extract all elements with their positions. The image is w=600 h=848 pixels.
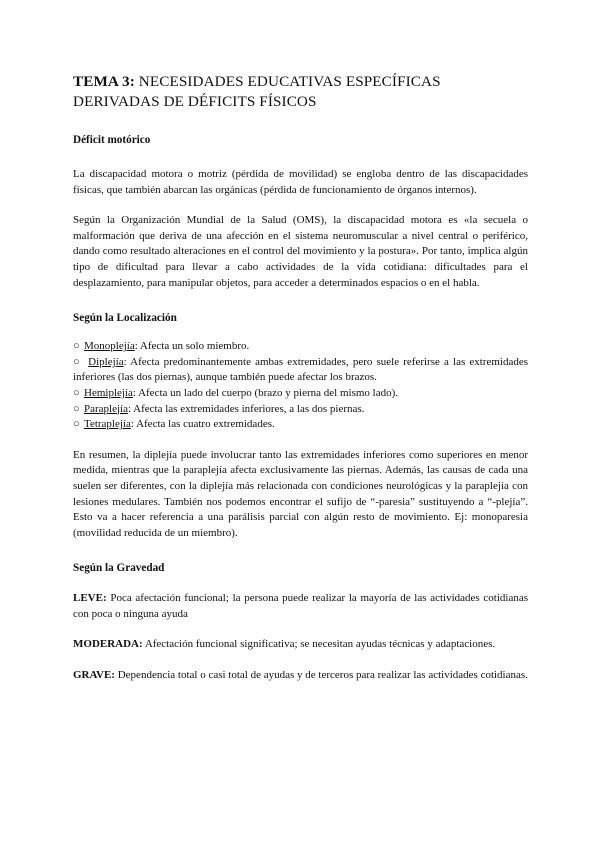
page-title [73,72,528,112]
list-item [73,386,528,402]
localization-heading: Según la Localización [73,312,177,325]
severity-term: GRAVE: [73,669,115,682]
bullet-icon: ○ [73,418,80,431]
list-term: Paraplejía [84,402,128,415]
title-prefix: TEMA 3: [73,73,135,90]
title-text: NECESIDADES EDUCATIVAS ESPECÍFICAS [134,73,441,90]
severity-desc: Poca afectación funcional; la persona puede realizar la mayoría de las actividades cotidianas con poca o ninguna ayuda [73,592,528,620]
motor-heading: Déficit motórico [73,134,151,146]
list-desc: : Afecta predominantemente ambas extremidades, pero suele referirse a las extremidades inferiores (las dos piernas), aunque también puede afectar los brazos. [73,355,529,384]
list-item [73,339,528,355]
motor-paragraph-1: La discapacidad motora o motriz (pérdida de movilidad) se engloba dentro de las discapacidades físicas, que también abarcan las orgánicas (pérdida de funcionamiento de órganos internos). [73,168,528,196]
bullet-icon: ○ [73,355,80,368]
motor-paragraph-2: Según la Organización Mundial de la Salud (OMS), la discapacidad motora es «la secuela o malformación que deriva de una afección en el sistema neuromuscular a nivel central o periférico, dando como resultado alteraciones en el control del movimiento y la postura». Por tanto, implica algún tipo de dificultad para llevar a cabo actividades de la vida cotidiana: dificultades para el desplazamiento, para manipular objetos, para acceder a determinados espacios o en el habla. [73,214,528,289]
list-desc: : Afecta las cuatro extremidades. [130,418,275,431]
bullet-icon: ○ [73,386,80,399]
severity-term: MODERADA: [73,638,143,651]
list-item [73,355,528,386]
bullet-icon: ○ [73,340,80,353]
list-item [73,417,528,433]
list-desc: : Afecta las extremidades inferiores, a las dos piernas. [127,402,365,415]
list-term: Tetraplejía [84,418,131,431]
list-term: Monoplejía [84,340,135,353]
severity-item-grave [73,668,528,684]
list-desc: : Afecta un solo miembro. [134,340,250,353]
list-term: Diplejía [88,355,124,368]
title-line2: DERIVADAS DE DÉFICITS FÍSICOS [73,93,317,110]
severity-item-moderada [73,637,528,653]
severity-term: LEVE: [73,592,107,605]
severity-desc: Dependencia total o casi total de ayudas y de terceros para realizar las actividades cotidianas. [114,669,528,682]
list-desc: : Afecta un lado del cuerpo (brazo y pierna del mismo lado). [132,386,399,399]
bullet-icon: ○ [73,402,80,415]
localization-list [73,339,528,433]
list-term: Hemiplejía [84,386,133,399]
list-item [73,402,528,418]
severity-heading: Según la Gravedad [73,562,165,575]
severity-item-leve [73,591,528,622]
localization-summary: En resumen, la diplejía puede involucrar tanto las extremidades inferiores como superiores en menor medida, mientras que la paraplejía afecta exclusivamente las piernas. Además, las causas de cada una suelen ser diferentes, con la diplejía más relacionada con condiciones neurológicas y la paraplejía con lesiones medulares. También nos podemos encontrar el sufijo de “-paresia” sustituyendo a “-plejía”. Esto va a hacer referencia a una parálisis parcial con algún resto de movimiento. Ej: monoparesia (movilidad reducida de un miembro). [73,448,528,539]
severity-desc: Afectación funcional significativa; se necesitan ayudas técnicas y adaptaciones. [142,638,496,651]
